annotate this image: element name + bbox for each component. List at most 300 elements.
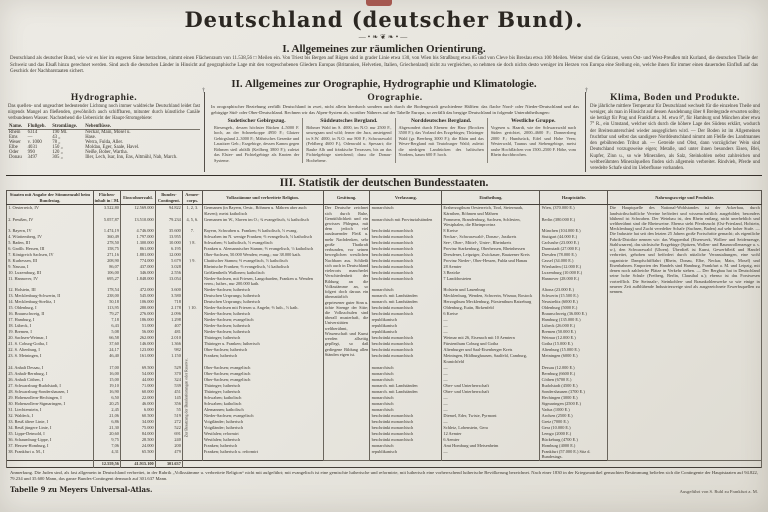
state-divisions: — bbox=[442, 317, 540, 323]
state-capital: Berlin (380.000 E.) bbox=[540, 216, 608, 227]
state-divisions: Meiningen, Hildburghausen, Saalfeld, Camburg, Kranichfeld bbox=[442, 353, 540, 364]
state-divisions: Ober- und Unterherrschaft bbox=[442, 388, 540, 394]
state-contingent: 451 bbox=[155, 388, 182, 394]
state-name: 18. Lübeck, I bbox=[7, 323, 94, 329]
state-ethnic-religion: Nieder-Sachsen mit Friesen u. Angeln; ⅔ luth., ⅓ kath. bbox=[202, 305, 323, 311]
state-contingent: 2.096 bbox=[155, 311, 182, 317]
state-ethnic-religion: Franken u. Alemannischer Stamm; ⅔ evangelisch, ⅓ katholisch bbox=[202, 245, 323, 251]
state-name: 2. Preußen, IV bbox=[7, 216, 94, 227]
river-name: Donau bbox=[9, 155, 22, 161]
state-constitution: beschränkt monarchisch bbox=[370, 233, 442, 239]
state-contingent: 3.600 bbox=[155, 287, 182, 293]
state-population: 60.500 bbox=[121, 412, 156, 418]
state-name: 27. Schwarzburg-Rudolstadt, I bbox=[7, 382, 94, 388]
state-population: 774.000 bbox=[121, 258, 156, 264]
section1-paragraph: Deutschland als deutscher Bund, wie wir es hier im engeren Sinne betrachten, nimmt einen Flächenraum von 11.538,56 □ Meilen ein. Von Triest bis Bergen auf Rügen sind in grader Linie etwa 130, von Wien bis Straßburg etwa 85 und von Cleve bis Breslau etwa 100 Meilen. Weiter sind die Gränzen, wenn Ost- und West-Preußen mit Kurland, die deutschen Theile der Schweiz und das Elsaß hinzu gerechnet werden. Sind auch die deutschen Länder in Hinsicht auf geographische Lage mit den vorgeschobenen Gliedern Europas (Britannien, Helvetien, Italien, Griechenland) nicht zu vergleichen, so nehmen sie doch nichts desto weniger im Herzen von Europa eine Stellung ein, welche ihnen für immer einen dauernden Einfluß auf das Geschick der Nachbarstaaten sichert. bbox=[10, 56, 758, 75]
orographie-group bbox=[211, 118, 302, 164]
state-population: 437.000 bbox=[121, 264, 156, 270]
state-area: 19,10 bbox=[93, 382, 120, 388]
state-capital: Schwerin (15.500 E.) bbox=[540, 293, 608, 299]
state-population: 51.000 bbox=[121, 323, 156, 329]
stats-column-header: Eintheilung. bbox=[442, 191, 540, 205]
state-constitution: monarchisch bbox=[370, 370, 442, 376]
state-name: 37. Hessen-Homburg, I bbox=[7, 442, 94, 448]
state-ethnic-religion: Westfalen; lutherisch bbox=[202, 436, 323, 442]
state-contingent: 324 bbox=[155, 376, 182, 382]
state-constitution: republikanisch bbox=[370, 323, 442, 329]
state-population: 28.500 bbox=[121, 436, 156, 442]
rivers-column-header: Stromlänge. bbox=[51, 124, 84, 130]
rivers-column-header: Nebenflüsse. bbox=[84, 124, 200, 130]
page-title: Deutschland (deutscher Bund). bbox=[184, 7, 584, 32]
river-length: 150 „ bbox=[52, 145, 63, 151]
stats-column-header: Einwohnerzahl. bbox=[121, 191, 156, 205]
state-ethnic-religion: Schwaben; ⅔ katholisch, ⅓ evangelisch bbox=[202, 239, 323, 245]
state-name: 4. Württemberg, IV bbox=[7, 233, 94, 239]
state-ethnic-religion: Germanen im W., Slaven im O.; ¾ evangelisch, ¼ katholisch bbox=[202, 216, 323, 227]
state-divisions: Dresdener, Leipziger, Zwickauer, Bautzener Kreis bbox=[442, 251, 540, 257]
state-capital: Darmstadt (27.000 E.) bbox=[540, 245, 608, 251]
state-population: 276.000 bbox=[121, 311, 156, 317]
state-area: 24,17 bbox=[93, 347, 120, 353]
river-basin: 990 bbox=[27, 150, 35, 156]
state-name: 19. Bremen, I bbox=[7, 329, 94, 335]
state-capital: Greiz (7000 E.) bbox=[540, 418, 608, 424]
state-capital: Dessau (12.000 E.) bbox=[540, 364, 608, 370]
state-area: 695,27 bbox=[93, 276, 120, 287]
state-constitution: beschränkt monarchisch bbox=[370, 353, 442, 364]
state-ethnic-religion: Ober-Sachsen; evangelisch bbox=[202, 364, 323, 370]
state-constitution: beschränkt monarchisch bbox=[370, 245, 442, 251]
state-divisions: Mecklenburg, Wenden, Schwerin, Wismar, Rostock bbox=[442, 293, 540, 299]
state-ethnic-religion: Alemannen; katholisch bbox=[202, 406, 323, 412]
state-capital: Braunschweig (36.000 E.) bbox=[540, 311, 608, 317]
state-capital: Oldenburg (5000 E.) bbox=[540, 305, 608, 311]
river-basin: 3497 bbox=[27, 155, 38, 161]
state-population: 60.000 bbox=[121, 388, 156, 394]
state-capital: Altona (23.000 E.) bbox=[540, 287, 608, 293]
orographie-group-text: Riesengeb., dessen höchster Rücken 4–5000 F. hoch, an der Schneekoppe 4950 F.; Glatzer Gebirgsland 2–3000 F.; Mährisches Gesenke und Lausitzer Geb.; Erzgebirge, dessen Kamm gegen Böhmen steil abfällt (Keilberg 3800 F.); zuletzt das Elster- und Fichtelgebirge als Knoten der Systeme. bbox=[214, 124, 300, 163]
state-divisions: Amt Homburg und Meisenheim bbox=[442, 442, 540, 448]
state-contingent: 94.822 bbox=[155, 204, 182, 216]
stats-column-header: Hauptstädte. bbox=[540, 191, 608, 205]
stats-column-header: Volksstämme und verbreitete Religion. bbox=[202, 191, 323, 205]
section3-rule bbox=[6, 175, 762, 176]
orographie-group-title: Norddeutsches Bergland. bbox=[410, 117, 472, 124]
state-area: 271,16 bbox=[93, 251, 120, 257]
state-population: 280.000 bbox=[121, 305, 156, 311]
totals-filler bbox=[183, 460, 762, 467]
orographie-group-text: Böhmer Wald im S. 4000, im N.O. nur 2500 F., unwegsam und wild; ferner der Jura, ansteigend in S.W. 4000, in N.O. nur 800 F.; Schwarzwald (Feldberg 4600 F.), Odenwald u. Spessart; die Rauhe Alb und fränkische Terrassen, bis an das Fichtelgebirge streichend; dazu die Donau-Hochebene. bbox=[306, 124, 392, 163]
state-contingent: 79.234 bbox=[155, 216, 182, 227]
state-ethnic-religion: Voigtländer; lutherisch bbox=[202, 418, 323, 424]
state-capital: Stuttgart (44.000 E.) bbox=[540, 233, 608, 239]
state-area: 7,06 bbox=[93, 442, 120, 448]
totals-population: 41.915.100 bbox=[121, 460, 156, 467]
state-capital: Luxemburg (10.000 E.) bbox=[540, 270, 608, 276]
state-area: 17,00 bbox=[93, 364, 120, 370]
section2-columns bbox=[4, 87, 764, 173]
state-population: 12.569.000 bbox=[121, 204, 156, 216]
state-area: 3.522,80 bbox=[93, 204, 120, 216]
river-basin: v. 1000 bbox=[27, 140, 42, 146]
state-ethnic-religion: Voigtländer; lutherisch bbox=[202, 424, 323, 430]
state-constitution: beschränkt monarchisch bbox=[370, 258, 442, 264]
state-population: 65.500 bbox=[121, 448, 156, 460]
totals-area: 12.559,56 bbox=[93, 460, 120, 467]
state-area: 106,00 bbox=[93, 270, 120, 276]
river-tributaries: Iller, Lech, Isar, Inn, Ens, Altmühl, Nab, March. bbox=[85, 155, 178, 161]
state-capital: Gera (10.000 E.) bbox=[540, 424, 608, 430]
river-tributaries: Hase. bbox=[85, 135, 96, 141]
state-name: 36. Schaumburg-Lippe, I bbox=[7, 436, 94, 442]
river-name: Elbe bbox=[9, 145, 18, 151]
state-constitution: monarch. mit Landständen bbox=[370, 299, 442, 305]
state-divisions: Pommern, Brandenburg, Sachsen, Schlesien, Westphalen, die Rheinprovinz bbox=[442, 216, 540, 227]
state-constitution: republikanisch bbox=[370, 329, 442, 335]
state-contingent: 407 bbox=[155, 323, 182, 329]
state-divisions: Altenburger und Saal-Eisenberger Kreis bbox=[442, 347, 540, 353]
state-name: 34. Reuß jüngere Linie, I bbox=[7, 424, 94, 430]
state-population: 75.000 bbox=[121, 424, 156, 430]
state-ethnic-religion: Schwaben; katholisch bbox=[202, 394, 323, 400]
totals-contingent: 301.637 bbox=[155, 460, 182, 467]
state-name: 33. Reuß ältere Linie, I bbox=[7, 418, 94, 424]
state-capital: Cöthen (6700 E.) bbox=[540, 376, 608, 382]
state-area: 20,25 bbox=[93, 400, 120, 406]
state-ethnic-religion: Franken; lutherisch bbox=[202, 442, 323, 448]
state-ethnic-religion: Franken; lutherisch u. reformirt bbox=[202, 448, 323, 460]
state-constitution: monarchisch bbox=[370, 394, 442, 400]
state-population: 54.000 bbox=[121, 370, 156, 376]
orographie-heading: Orographie. bbox=[367, 92, 423, 103]
state-divisions: 12 Aemter bbox=[442, 430, 540, 436]
gesittung-text: Der Deutsche zeichnet sich durch Ruhe, Gemüthlichkeit und ein gewisses Phlegma, mit dem jedoch viel ausdauernder Fleiß u. mehr Nachdenken, sehr große Thatkraft verbunden, vor seinen beweglichen westlichen Nachbarn aus. Schließt sich auch in Deutschland vielerorts mancherlei Verschiedenheit der Bildung an die Volksstämme an, so folgert doch daraus ein übernatürlich gepriesener guter Sinn u. ächte Strenge der Sitte; die Volksschulen sind überall musterhaft, die Universitäten weltberühmt, Wissenschaft und Kunst werden allseitig gepflegt, so daß gediegene Bildung allen Ständen eigen ist. bbox=[323, 204, 370, 460]
state-area: 5,08 bbox=[93, 329, 120, 335]
state-capital: Altenburg (15.000 E.) bbox=[540, 347, 608, 353]
state-contingent: 10.000 bbox=[155, 239, 182, 245]
state-area: 37,60 bbox=[93, 341, 120, 347]
state-ethnic-religion: Ober-Sachsen, 50.000 Wenden; evang.; nur 38.000 kath. bbox=[202, 251, 323, 257]
state-population: 472.000 bbox=[121, 287, 156, 293]
state-capital: Arolsen (2500 E.) bbox=[540, 412, 608, 418]
state-population: 22.000 bbox=[121, 394, 156, 400]
state-area: 6,43 bbox=[93, 323, 120, 329]
state-area: 21,30 bbox=[93, 424, 120, 430]
state-name: 23. S. Meiningen, I bbox=[7, 353, 94, 364]
state-capital: Gotha (15.000 E.) bbox=[540, 341, 608, 347]
state-area: 238,00 bbox=[93, 293, 120, 299]
river-basin: 4031 bbox=[27, 145, 38, 151]
state-name: 6. Großh. Hessen, III bbox=[7, 245, 94, 251]
state-capital: Lemgo (2000 E.) bbox=[540, 430, 608, 436]
state-divisions: — bbox=[442, 370, 540, 376]
state-contingent: 200 bbox=[155, 442, 182, 448]
state-capital: Weimar (12.000 E.) bbox=[540, 335, 608, 341]
state-population: 69.500 bbox=[121, 364, 156, 370]
state-ethnic-religion: Nieder-Sachsen; evangelisch bbox=[202, 412, 323, 418]
orographie-group-title: Sudetischer Gebirgszug. bbox=[227, 117, 286, 124]
ornament-divider: —•❧❦❧•— bbox=[358, 33, 410, 41]
state-row bbox=[7, 204, 762, 216]
state-name: 30. Hohenzollern-Sigmaringen, I bbox=[7, 400, 94, 406]
state-constitution: beschränkt monarchisch bbox=[370, 305, 442, 311]
state-ethnic-religion: Germanen (in Bayern, Oestr., Böhmen u. Mähren aber auch Slaven); meist katholisch bbox=[202, 204, 323, 216]
klima-paragraph: Die jährliche mittlere Temperatur für Deutschland wechselt für die einzelnen Theile und weniger, als man in Hinsicht auf dessen Ausdehnung über 8 Breitegrade erwarten sollte; sie beträgt für Prag und Frankfurt a. M. etwa 8°, für Hamburg und München aber etwa 7° R., ein Umstand, welcher sich durch die höhere Lage des Südens erklärt, wodurch der Breitenunterschied wieder ausgeglichen wird. — Der Boden ist im Allgemeinen fruchtbar und selbst das sandigere Norddeutschland nimmt am Fleiße des Landmannes den gebührenden Tribut ab. — Getreide und Obst, dann vorzüglicher Wein sind Deutschland vorzugsweise eigen; Metalle, und unter ihnen besonders Eisen, Blei, Kupfer, Zinn u., so wie Mineralien, als Salz, Steinkohlen nebst zahlreichen und weltberühmten Mineralquellen finden sich allgemein verbreitet. Rindvieh, Pferde und veredelte Schafe sind im Ueberflusse vorhanden. bbox=[590, 103, 760, 172]
river-length: 120 „ bbox=[52, 150, 63, 156]
state-contingent: 522 bbox=[155, 424, 182, 430]
river-tributaries: Neckar, Main, Mosel u. bbox=[85, 130, 131, 136]
state-area: 66,58 bbox=[93, 335, 120, 341]
state-ethnic-religion: Nieder-Sachsen; lutherisch bbox=[202, 323, 323, 329]
state-name: 13. Mecklenburg-Schwerin, II bbox=[7, 293, 94, 299]
state-capital: Meiningen (6000 E.) bbox=[540, 353, 608, 364]
state-divisions: — bbox=[442, 418, 540, 424]
orographie-group bbox=[302, 118, 394, 164]
state-contingent: 2.178 bbox=[155, 305, 182, 311]
klima-heading: Klima, Boden und Produkte. bbox=[610, 92, 740, 103]
state-population: 262.000 bbox=[121, 335, 156, 341]
stats-column-header: Staaten mit Angabe der Stimmenzahl beim Bundestag. bbox=[7, 191, 94, 205]
state-armeecorps: 1, 2, 3. bbox=[183, 204, 203, 216]
column-divider-dagger-icon: † bbox=[585, 87, 588, 94]
state-constitution: monarchisch bbox=[370, 287, 442, 293]
state-population: 861.000 bbox=[121, 245, 156, 251]
river-name: Weser bbox=[9, 140, 21, 146]
state-ethnic-religion: Schwaben; katholisch bbox=[202, 400, 323, 406]
state-population: 6.000 bbox=[121, 406, 156, 412]
state-area: 21,06 bbox=[93, 412, 120, 418]
state-capital: Hechingen (3000 E.) bbox=[540, 394, 608, 400]
state-capital: Sigmaringen (2500 E.) bbox=[540, 400, 608, 406]
state-population: 44.000 bbox=[121, 376, 156, 382]
section2-heading: II. Allgemeines zur Orographie, Hydrographie und Klimatologie. bbox=[231, 77, 537, 90]
state-constitution: beschränkt monarchisch bbox=[370, 251, 442, 257]
state-ethnic-religion: Deutschen Ursprungs; lutherisch bbox=[202, 299, 323, 305]
state-population: 346.000 bbox=[121, 270, 156, 276]
state-name: 24. Anhalt Dessau, I bbox=[7, 364, 94, 370]
state-ethnic-religion: Ober-Sachsen; lutherisch bbox=[202, 347, 323, 353]
state-divisions: Herzogthum Mecklenburg, Fürstenthum Ratzeburg bbox=[442, 299, 540, 305]
state-area: 113,95 bbox=[93, 305, 120, 311]
state-name: 10. Luxemburg, III bbox=[7, 270, 94, 276]
state-constitution: beschränkt monarchisch bbox=[370, 270, 442, 276]
state-contingent: 691 bbox=[155, 430, 182, 436]
state-contingent: 519 bbox=[155, 412, 182, 418]
state-population: 146.000 bbox=[121, 341, 156, 347]
state-area: 4,31 bbox=[93, 448, 120, 460]
stats-column-header: Bundes-Contingent. bbox=[155, 191, 182, 205]
hydrographie-column bbox=[4, 92, 204, 173]
state-ethnic-religion: Franken; lutherisch bbox=[202, 353, 323, 364]
state-divisions: Weimar mit 26, Eisenach mit 10 Aemtern bbox=[442, 335, 540, 341]
river-basin: 6314 bbox=[27, 130, 38, 136]
printer-credit: Ausgeführt von S. Ruhl zu Frankfurt a. M. bbox=[679, 488, 758, 494]
state-name: 31. Liechtenstein, I bbox=[7, 406, 94, 412]
state-ethnic-religion: Bayern, Schwaben u. Franken; ⅔ katholisch, ⅓ evang. bbox=[202, 227, 323, 233]
state-population: 161.000 bbox=[121, 353, 156, 364]
state-contingent: 539 bbox=[155, 382, 182, 388]
river-row bbox=[8, 155, 200, 160]
state-divisions: — bbox=[442, 364, 540, 370]
state-contingent: 718 bbox=[155, 299, 182, 305]
state-population: 56.000 bbox=[121, 329, 156, 335]
state-population: 186.000 bbox=[121, 317, 156, 323]
column-divider-dagger-icon: † bbox=[202, 87, 205, 94]
state-divisions: Fürstenthum Coburg und Gotha bbox=[442, 341, 540, 347]
stats-column-header: Flächeninhalt in □M. bbox=[94, 192, 120, 203]
state-area: 16,00 bbox=[93, 370, 120, 376]
orographie-group-title: Süddeutsches Bergland. bbox=[320, 117, 378, 124]
state-area: 278,50 bbox=[93, 239, 120, 245]
state-area: 360,49 bbox=[93, 233, 120, 239]
state-name: 16. Braunschweig, II bbox=[7, 311, 94, 317]
state-population: 46.000 bbox=[121, 400, 156, 406]
state-ethnic-religion: Chattischer Stamm; ⅔ evangelisch, ⅓ katholisch bbox=[202, 258, 323, 264]
state-contingent: 1.298 bbox=[155, 317, 182, 323]
state-capital: Dresden (78.000 E.) bbox=[540, 251, 608, 257]
hydrographie-heading: Hydrographie. bbox=[70, 92, 138, 103]
state-armeecorps: } 8. bbox=[183, 239, 203, 245]
state-capital: Hannover (28.000 E.) bbox=[540, 276, 608, 287]
state-contingent: 982 bbox=[155, 347, 182, 353]
state-constitution: monarchisch bbox=[370, 364, 442, 370]
state-contingent: 35.600 bbox=[155, 227, 182, 233]
state-capital: Bückeburg (4700 E.) bbox=[540, 436, 608, 442]
stats-column-header: Verfassung. bbox=[370, 191, 442, 205]
state-divisions: — bbox=[442, 329, 540, 335]
state-name: 21. S. Coburg-Gotha, I bbox=[7, 341, 94, 347]
state-constitution: republikanisch bbox=[370, 448, 442, 460]
state-constitution: monarchisch bbox=[370, 204, 442, 216]
state-name: 8. Kurhessen, III bbox=[7, 258, 94, 264]
state-capital: Hamburg (135.000 E.) bbox=[540, 317, 608, 323]
state-constitution: monarchisch bbox=[370, 406, 442, 412]
state-constitution: beschränkt monarchisch bbox=[370, 430, 442, 436]
orographie-paragraph: In orographischer Beziehung zerfällt Deutschland in zwei, nicht allein hierdurch sondern auch durch die Bodengestalt geschiedene Hälften: das flache Nord- oder Nieder-Deutschland und das gebirgige Süd- oder Ober-Deutschland. Rechnen wir das Alpen-System ab, worüber Näheres auf der Tabelle Europa, so zerfällt das bergige Deutschland in folgende Unterabtheilungen: bbox=[211, 103, 579, 115]
river-basin: — bbox=[27, 135, 33, 141]
state-constitution: beschränkt monarchisch bbox=[370, 341, 442, 347]
section3-heading: III. Statistik der deutschen Bundesstaaten. bbox=[279, 177, 489, 190]
totals-label bbox=[7, 460, 94, 467]
river-tributaries: Werra, Fulda, Aller. bbox=[85, 140, 124, 146]
state-population: 1.797.000 bbox=[121, 233, 156, 239]
state-area: 86,07 bbox=[93, 264, 120, 270]
state-contingent: 6.195 bbox=[155, 245, 182, 251]
state-contingent: 145 bbox=[155, 394, 182, 400]
state-capital: Vaduz (1000 E.) bbox=[540, 406, 608, 412]
red-stamp-mark bbox=[366, 0, 392, 6]
state-divisions: — bbox=[442, 376, 540, 382]
state-divisions: Neckar-, Schwarzwald-, Donau-, Jaxtkreis bbox=[442, 233, 540, 239]
orographie-column bbox=[202, 87, 588, 173]
orographie-groups bbox=[211, 118, 579, 164]
river-length: 78 „ bbox=[52, 140, 61, 146]
state-divisions: 7 Landdrosteien bbox=[442, 276, 540, 287]
state-capital: Bremen (50.000 E.) bbox=[540, 329, 608, 335]
state-area: 6,50 bbox=[93, 394, 120, 400]
state-name: 20. Sachsen-Weimar, I bbox=[7, 335, 94, 341]
state-capital: Bernburg (6600 E.) bbox=[540, 370, 608, 376]
state-area: 208,90 bbox=[93, 258, 120, 264]
state-name: 14. Mecklenburg-Strelitz, I bbox=[7, 299, 94, 305]
state-contingent: 479 bbox=[155, 448, 182, 460]
state-constitution: beschränkt monarchisch bbox=[370, 418, 442, 424]
state-armeecorps: } 9. bbox=[183, 258, 203, 264]
state-divisions: Erzherzogthum Oesterreich, Tirol, Steiermark, Kärnthen, Böhmen und Mähren bbox=[442, 204, 540, 216]
state-population: 84.000 bbox=[121, 430, 156, 436]
state-contingent: 3.028 bbox=[155, 264, 182, 270]
state-constitution: beschränkt monarchisch bbox=[370, 276, 442, 287]
state-population: 1.881.000 bbox=[121, 251, 156, 257]
state-constitution: monarchisch mit Provinzialständen bbox=[370, 216, 442, 227]
state-constitution: monarch. mit Landständen bbox=[370, 382, 442, 388]
state-contingent: 5.679 bbox=[155, 258, 182, 264]
state-constitution: monarch. mit Landständen bbox=[370, 388, 442, 394]
state-capital: Wien, (370.000 E.) bbox=[540, 204, 608, 216]
state-divisions: Ober- und Unterherrschaft bbox=[442, 382, 540, 388]
state-capital: Cassel (34.000 E.) bbox=[540, 258, 608, 264]
river-name: Ems bbox=[9, 135, 18, 141]
state-name: 28. Schwarzburg-Sondershausen, I bbox=[7, 388, 94, 394]
state-constitution: beschränkt monarchisch bbox=[370, 335, 442, 341]
state-contingent: 240 bbox=[155, 436, 182, 442]
state-ethnic-religion: Deutschen Ursprungs; lutherisch bbox=[202, 293, 323, 299]
state-armeecorps: } 10. bbox=[183, 305, 203, 311]
state-ethnic-religion: Ober-Sachsen; evangelisch bbox=[202, 370, 323, 376]
state-capital: München (104.000 E.) bbox=[540, 227, 608, 233]
stats-column-header: Gesittung. bbox=[323, 191, 370, 205]
state-divisions: 8 Kreise bbox=[442, 227, 540, 233]
state-divisions: 6 Kreise bbox=[442, 311, 540, 317]
river-length: 190 Ml. bbox=[52, 130, 68, 136]
state-contingent: 3.580 bbox=[155, 293, 182, 299]
state-constitution: republikanisch bbox=[370, 317, 442, 323]
state-population: 4.746.000 bbox=[121, 227, 156, 233]
river-tributaries: Neiße, Bober, Wartha. bbox=[85, 150, 128, 156]
state-population: 1.300.000 bbox=[121, 239, 156, 245]
state-contingent: 13.955 bbox=[155, 233, 182, 239]
state-name: 38. Frankfurt a. M., I bbox=[7, 448, 94, 460]
state-contingent: 1.150 bbox=[155, 353, 182, 364]
state-capital: Carlsruhe (23.000 E.) bbox=[540, 239, 608, 245]
stats-column-header: Armeecorps. bbox=[183, 191, 203, 205]
state-contingent: 2.010 bbox=[155, 335, 182, 341]
state-ethnic-religion: Rheinische Franken; ⅔ evangelisch, ⅓ katholisch bbox=[202, 264, 323, 270]
state-ethnic-religion: Schwaben im N. wenige Franken; ⅔ evangelisch, ⅓ katholisch bbox=[202, 233, 323, 239]
state-name: 1. Oesterreich, IV bbox=[7, 204, 94, 216]
stats-column-header: Nahrungszweige und Produkte. bbox=[608, 191, 762, 205]
orographie-group-text: Vogesen u. Haardt, wie der Schwarzwald nach Süden gerichtet, 2000–4600 F.; Donnersberg 2000 F.; Hundsrück, Eifel und Hohe Veen; Westerwald, Taunus und Siebengebirge, meist rauhe Hochflächen von 1500–2500 F. Höhe, vom Rhein durchbrochen. bbox=[490, 124, 576, 158]
state-contingent: 13.054 bbox=[155, 276, 182, 287]
rivers-column-header: Name. bbox=[8, 124, 27, 130]
state-name: 12. Holstein, III bbox=[7, 287, 94, 293]
state-capital: Rudolstadt (4500 E.) bbox=[540, 382, 608, 388]
state-divisions: 28 Aemter bbox=[442, 264, 540, 270]
state-divisions: Schleiz, Lobenstein, Gera bbox=[442, 424, 540, 430]
state-population: 24.000 bbox=[121, 442, 156, 448]
orographie-group bbox=[395, 118, 487, 164]
state-constitution: beschränkt monarchisch bbox=[370, 264, 442, 270]
state-name: 9. Nassau, I bbox=[7, 264, 94, 270]
state-contingent: 2.556 bbox=[155, 270, 182, 276]
state-contingent: 356 bbox=[155, 400, 182, 406]
state-divisions: 3 Bezirke bbox=[442, 270, 540, 276]
state-area: 7,18 bbox=[93, 317, 120, 323]
state-area: 16,90 bbox=[93, 388, 120, 394]
state-contingent: 481 bbox=[155, 329, 182, 335]
river-name: Rhein bbox=[9, 130, 21, 136]
